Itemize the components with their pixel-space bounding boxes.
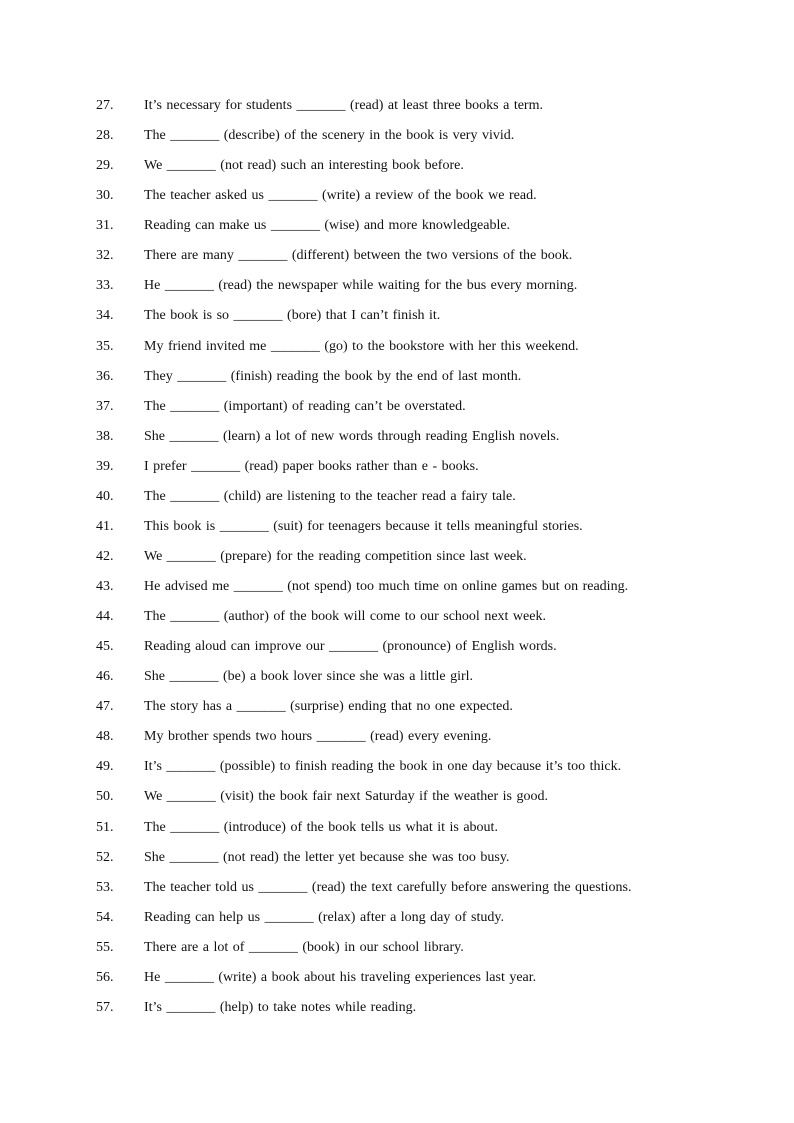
item-number: 28. xyxy=(96,128,114,144)
item-number: 47. xyxy=(96,699,114,715)
exercise-item xyxy=(0,334,794,364)
item-sentence: She _______ (be) a book lover since she was a little girl. xyxy=(144,669,474,685)
item-number: 39. xyxy=(96,458,114,474)
item-sentence: The _______ (child) are listening to the teacher read a fairy tale. xyxy=(144,488,516,504)
item-number: 33. xyxy=(96,278,114,294)
item-sentence: I prefer _______ (read) paper books rather than e - books. xyxy=(144,458,479,474)
item-sentence: We _______ (not read) such an interesting book before. xyxy=(144,158,464,174)
item-number: 27. xyxy=(96,98,114,113)
exercise-item xyxy=(0,784,794,814)
item-sentence: It’s necessary for students _______ (read) at least three books a term. xyxy=(144,98,543,113)
item-sentence: There are many _______ (different) between the two versions of the book. xyxy=(144,248,573,264)
item-sentence: We _______ (visit) the book fair next Saturday if the weather is good. xyxy=(144,789,548,805)
exercise-item xyxy=(0,123,794,153)
exercise-item xyxy=(0,364,794,394)
exercise-item xyxy=(0,604,794,634)
item-sentence: The _______ (describe) of the scenery in the book is very vivid. xyxy=(144,128,515,144)
item-sentence: The teacher told us _______ (read) the text carefully before answering the questions. xyxy=(144,879,632,895)
exercise-item xyxy=(0,815,794,845)
item-number: 35. xyxy=(96,338,114,354)
item-sentence: The _______ (introduce) of the book tells us what it is about. xyxy=(144,819,498,835)
exercise-item xyxy=(0,905,794,935)
item-sentence: Reading can make us _______ (wise) and more knowledgeable. xyxy=(144,218,511,234)
item-number: 53. xyxy=(96,879,114,895)
item-number: 43. xyxy=(96,579,114,594)
item-number: 51. xyxy=(96,819,114,835)
exercise-item xyxy=(0,845,794,875)
exercise-item xyxy=(0,574,794,604)
item-number: 37. xyxy=(96,398,114,414)
item-sentence: It’s _______ (help) to take notes while reading. xyxy=(144,999,417,1015)
item-number: 45. xyxy=(96,639,114,655)
item-sentence: It’s _______ (possible) to finish reading the book in one day because it’s too thick. xyxy=(144,759,622,775)
item-number: 55. xyxy=(96,939,114,955)
item-number: 40. xyxy=(96,488,114,504)
item-number: 54. xyxy=(96,909,114,925)
item-number: 32. xyxy=(96,248,114,264)
exercise-item xyxy=(0,183,794,213)
item-sentence: The story has a _______ (surprise) ending that no one expected. xyxy=(144,699,513,715)
item-sentence: They _______ (finish) reading the book by the end of last month. xyxy=(144,368,522,384)
item-number: 44. xyxy=(96,609,114,625)
item-number: 30. xyxy=(96,188,114,204)
item-number: 56. xyxy=(96,969,114,985)
exercise-item xyxy=(0,394,794,424)
exercise-item xyxy=(0,694,794,724)
item-sentence: The book is so _______ (bore) that I can’t finish it. xyxy=(144,308,441,324)
item-sentence: The _______ (author) of the book will come to our school next week. xyxy=(144,609,546,625)
item-number: 38. xyxy=(96,428,114,444)
exercise-item xyxy=(0,484,794,514)
exercise-item xyxy=(0,724,794,754)
item-sentence: There are a lot of _______ (book) in our school library. xyxy=(144,939,464,955)
exercise-item xyxy=(0,544,794,574)
item-sentence: He _______ (write) a book about his traveling experiences last year. xyxy=(144,969,537,985)
exercise-item xyxy=(0,213,794,243)
exercise-item xyxy=(0,634,794,664)
item-sentence: The _______ (important) of reading can’t be overstated. xyxy=(144,398,466,414)
item-number: 31. xyxy=(96,218,114,234)
item-sentence: Reading can help us _______ (relax) after a long day of study. xyxy=(144,909,504,925)
exercise-item xyxy=(0,243,794,273)
exercise-item xyxy=(0,303,794,333)
item-sentence: The teacher asked us _______ (write) a review of the book we read. xyxy=(144,188,537,204)
item-sentence: We _______ (prepare) for the reading competition since last week. xyxy=(144,548,527,564)
exercise-item xyxy=(0,514,794,544)
item-sentence: This book is _______ (suit) for teenagers because it tells meaningful stories. xyxy=(144,518,583,534)
item-sentence: He advised me _______ (not spend) too much time on online games but on reading. xyxy=(144,579,629,594)
item-number: 41. xyxy=(96,518,114,534)
item-number: 42. xyxy=(96,548,114,564)
item-sentence: She _______ (not read) the letter yet because she was too busy. xyxy=(144,849,510,865)
item-number: 46. xyxy=(96,669,114,685)
exercise-list xyxy=(0,93,794,1025)
item-number: 48. xyxy=(96,729,114,745)
exercise-item xyxy=(0,454,794,484)
exercise-item xyxy=(0,754,794,784)
exercise-item xyxy=(0,424,794,454)
item-sentence: He _______ (read) the newspaper while waiting for the bus every morning. xyxy=(144,278,578,294)
exercise-item xyxy=(0,153,794,183)
item-number: 52. xyxy=(96,849,114,865)
item-number: 29. xyxy=(96,158,114,174)
item-sentence: My friend invited me _______ (go) to the bookstore with her this weekend. xyxy=(144,338,579,354)
item-number: 36. xyxy=(96,368,114,384)
exercise-item xyxy=(0,875,794,905)
exercise-item xyxy=(0,664,794,694)
item-number: 57. xyxy=(96,999,114,1015)
item-sentence: Reading aloud can improve our _______ (pronounce) of English words. xyxy=(144,639,557,655)
item-number: 49. xyxy=(96,759,114,775)
item-sentence: She _______ (learn) a lot of new words through reading English novels. xyxy=(144,428,560,444)
item-sentence: My brother spends two hours _______ (read) every evening. xyxy=(144,729,492,745)
item-number: 50. xyxy=(96,789,114,805)
item-number: 34. xyxy=(96,308,114,324)
exercise-item xyxy=(0,995,794,1025)
exercise-item xyxy=(0,935,794,965)
exercise-item xyxy=(0,965,794,995)
exercise-item xyxy=(0,273,794,303)
exercise-item xyxy=(0,93,794,123)
